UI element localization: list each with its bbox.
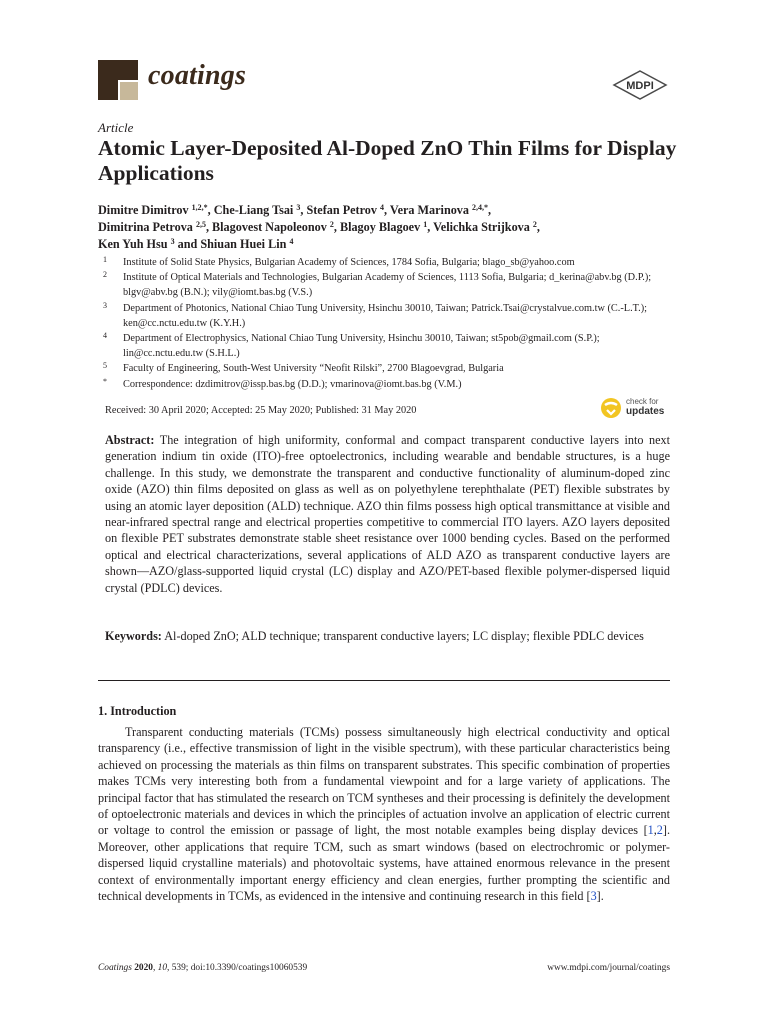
author-name[interactable]: Vera Marinova [389,203,469,217]
section-heading: 1. Introduction [98,704,177,718]
author-affiliation-sup: 1 [423,220,428,229]
author-name[interactable]: Shiuan Huei Lin [200,237,287,251]
author-affiliation-sup: 4 [380,203,385,212]
author-affiliation-sup: 2 [532,220,537,229]
citation-link[interactable]: 2 [656,823,663,838]
citation-separator: , [653,823,657,838]
author-list [98,202,678,253]
author-separator: , [488,203,492,217]
affiliation-number: 3 [103,300,107,310]
author-name[interactable]: Dimitrina Petrova [98,220,193,234]
author-name[interactable]: Velichka Strijkova [433,220,530,234]
affiliation-number: 4 [103,331,107,341]
affiliation-item [98,301,678,331]
affiliation-number: 2 [103,270,107,280]
author-separator: , [207,203,214,217]
intro-paragraph [98,724,670,904]
keywords-text: Al-doped ZnO; ALD technique; transparent conductive layers; LC display; flexible PDLC devices [164,629,644,643]
citation-link[interactable]: 3 [590,889,597,904]
intro-text: ]. [596,889,604,904]
article-type: Article [98,120,134,135]
author-affiliation-sup: 3 [170,237,175,246]
affiliation-text: Faculty of Engineering, South-West University “Neofit Rilski”, 2700 Blagoevgrad, Bulgaria [123,363,504,375]
author-separator: , [427,220,434,234]
affiliation-list [98,255,678,392]
paper-title: Atomic Layer-Deposited Al-Doped ZnO Thin Films for Display Applications [98,136,677,185]
footer-volume: 10 [157,963,168,973]
abstract-label: Abstract: [105,433,155,447]
footer-citation: Coatings 2020, 10, 539; doi:10.3390/coatings10060539 [98,963,308,973]
affiliation-text: Institute of Optical Materials and Technologies, Bulgarian Academy of Sciences, 1113 Sofia, Bulgaria; d_kerina@abv.bg (D.P.); blgv@abv.bg (B.N.); vily@iomt.bas.bg (V.S.) [123,272,652,299]
journal-name: coatings [148,60,247,91]
affiliation-item [98,361,678,376]
affiliation-text: Department of Electrophysics, National Chiao Tung University, Hsinchu 30010, Taiwan; st5pob@gmail.com (S.P.); lin@cc.nctu.edu.tw (S.H.L.) [123,333,600,360]
journal-logo-icon [98,60,138,100]
author-separator: , [300,203,307,217]
keywords-label: Keywords: [105,629,162,643]
keywords [105,628,670,644]
author-separator: , [205,220,213,234]
footer-journal: Coatings [98,963,132,973]
author-name[interactable]: Blagoy Blagoev [339,220,421,234]
author-affiliation-sup: 2 [329,220,334,229]
affiliation-number: 1 [103,255,107,264]
author-name[interactable]: Dimitre Dimitrov [98,203,189,217]
affiliation-item [98,270,678,300]
check-updates-line2: updates [626,406,665,417]
author-affiliation-sup: 2,4,* [472,203,489,212]
mdpi-logo-icon [612,70,668,100]
intro-text: ]. Moreover, other applications that require TCM, such as smart windows (based on electrochromic or polymer-dispersed liquid crystalline materials) and photovoltaic systems, have attained enormous relevance in the present context of environmentally important energy efficiency and clean energies, further prompting the scientific and technical developments in TCMs, as evidenced in the intensive and continuing research in this field [ [98,823,670,904]
check-for-updates-badge[interactable] [600,396,672,420]
author-separator: , [536,220,540,234]
author-affiliation-sup: 3 [296,203,301,212]
author-name[interactable]: Stefan Petrov [306,203,377,217]
footer-url[interactable]: www.mdpi.com/journal/coatings [547,963,670,973]
correspondence-text: Correspondence: dzdimitrov@issp.bas.bg (D.D.); vmarinova@iomt.bas.bg (V.M.) [123,378,462,390]
correspondence-item [98,377,678,392]
affiliation-number: 5 [103,361,107,371]
author-name[interactable]: Che-Liang Tsai [213,203,294,217]
affiliation-item [98,255,678,270]
author-separator: , [333,220,340,234]
author-name[interactable]: Ken Yuh Hsu [98,237,168,251]
footer-doi: , 539; doi:10.3390/coatings10060539 [167,963,308,973]
author-affiliation-sup: 4 [289,237,294,246]
affiliation-text: Institute of Solid State Physics, Bulgarian Academy of Sciences, 1784 Sofia, Bulgaria; blago_sb@yahoo.com [123,257,575,268]
affiliation-number: * [103,376,107,386]
footer-year: 2020 [134,963,153,973]
affiliation-text: Department of Photonics, National Chiao Tung University, Hsinchu 30010, Taiwan; Patrick.Tsai@crystalvue.com.tw (C.-L.T.); ken@cc.nctu.edu.tw (K.Y.H.) [123,302,648,329]
citation-link[interactable]: 1 [647,823,654,838]
check-updates-line1: check for [626,397,659,406]
author-affiliation-sup: 1,2,* [191,203,208,212]
author-name[interactable]: Blagovest Napoleonov [212,220,327,234]
publisher-name: MDPI [626,80,654,92]
abstract-text: The integration of high uniformity, conformal and compact transparent conductive layers into next generation indium tin oxide (ITO)-free optoelectronics, including wearable and bendable structures, is a huge challenge. In this study, we demonstrate the transparent and conductive functionality of aluminum-doped zinc oxide (AZO) thin films deposited on glass as well as on polyethylene terephthalate (PET) flexible substrates by using an atomic layer deposition (ALD) technique. AZO thin films possess high optical transmittance at visible and near-infrared spectral range and electrical properties competitive to commercial ITO layers. AZO layers deposited on flexible PET substrates demonstrate stable sheet resistance over 1000 bending cycles. Based on the performed optical and electrical characterizations, several applications of ALD AZO as transparent conductive layers are shown—AZO/glass-supported liquid crystal (LC) display and AZO/PET-based flexible polymer-dispersed liquid crystal (PDLC) devices. [105,433,670,595]
affiliation-item [98,331,678,361]
check-updates-icon [600,397,622,419]
section-divider [98,680,670,681]
author-separator: and [174,237,201,251]
abstract [105,432,670,596]
author-affiliation-sup: 2,5 [195,220,206,229]
intro-text: Transparent conducting materials (TCMs) possess simultaneously high electrical conductivity and optical transparency (i.e., effective transmission of light in the visible spectrum), with these particular characteristics being achieved on processing the materials as thin films on transparent substrates. This specific combination of properties makes TCMs very interesting both from a fundamental viewpoint and for a large variety of applications. The principal factor that has stimulated the research on TCM syntheses and their processing is definitely the development of optoelectronic materials and devices in which the principles of actuation involve an application of electric current or voltage to control the emission or passage of light, the most notable examples being display devices [ [98,725,670,838]
author-separator: , [384,203,390,217]
publication-dates: Received: 30 April 2020; Accepted: 25 May 2020; Published: 31 May 2020 [105,405,417,416]
